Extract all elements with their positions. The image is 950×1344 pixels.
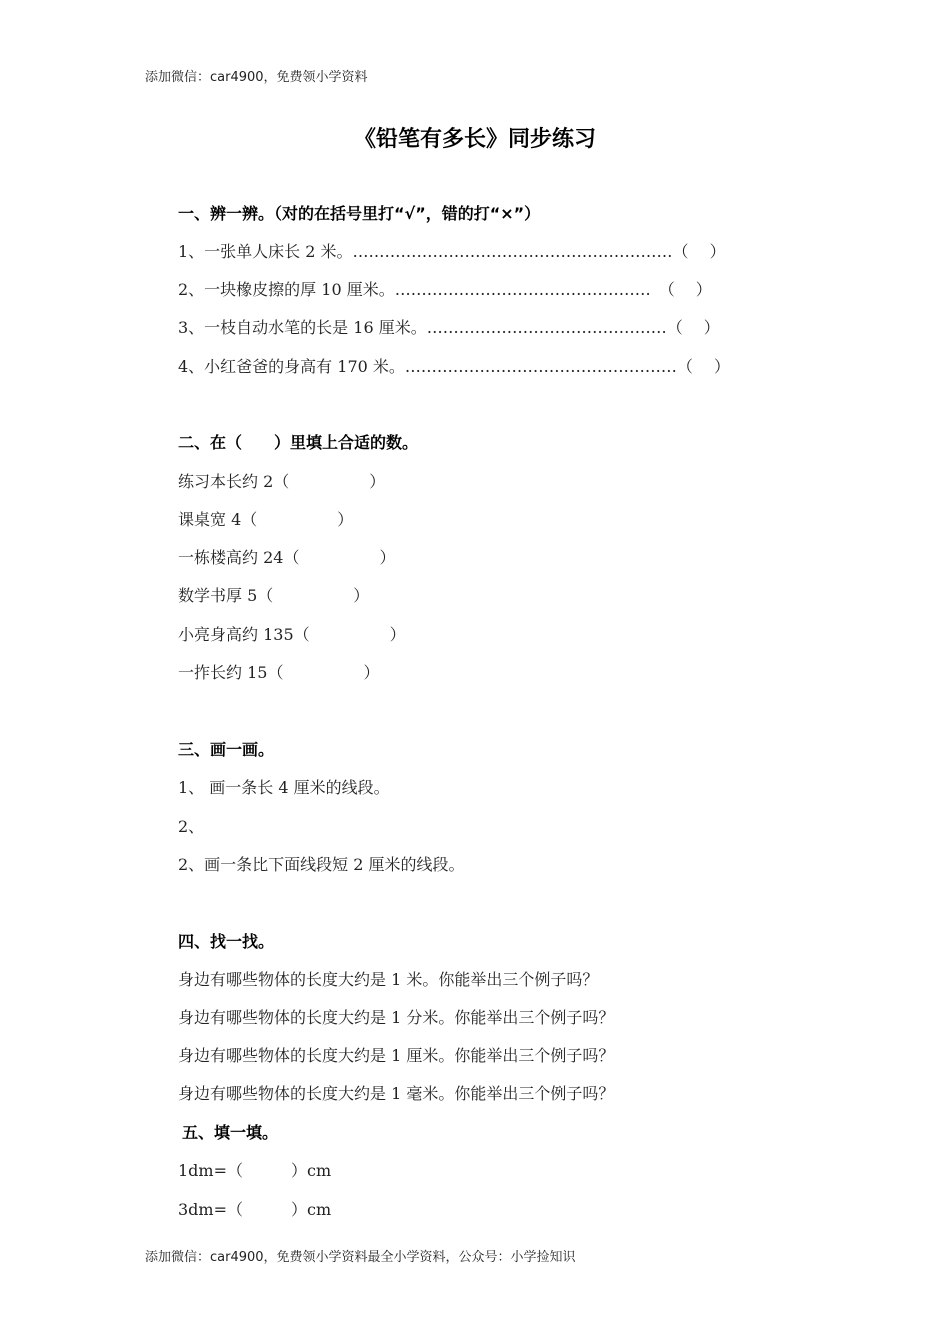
page-header: 添加微信：car4900，免费领小学资料 — [145, 70, 368, 85]
section-4-heading: 四、找一找。 — [178, 932, 275, 951]
fill-item-3: 一栋楼高约 24（ ） — [178, 548, 396, 567]
judge-item-4: 4、小红爸爸的身高有 170 米。……………………………………………（ ） — [178, 357, 730, 376]
section-3-heading: 三、画一画。 — [178, 740, 275, 759]
draw-item-2: 2、 — [178, 817, 205, 836]
judge-item-3: 3、一枝自动水笔的长是 16 厘米。………………………………………（ ） — [178, 318, 720, 337]
judge-item-2: 2、一块橡皮擦的厚 10 厘米。………………………………………… （ ） — [178, 280, 712, 299]
section-5-heading: 五、填一填。 — [182, 1123, 279, 1142]
section-2-heading: 二、在（ ）里填上合适的数。 — [178, 433, 419, 452]
fill-item-1: 练习本长约 2（ ） — [178, 472, 386, 491]
page-footer: 添加微信：car4900，免费领小学资料最全小学资料，公众号：小学捡知识 — [145, 1250, 576, 1265]
find-item-1: 身边有哪些物体的长度大约是 1 米。你能举出三个例子吗？ — [178, 970, 599, 989]
fill-item-5: 小亮身高约 135（ ） — [178, 625, 406, 644]
fill-item-2: 课桌宽 4（ ） — [178, 510, 354, 529]
convert-item-2: 3dm=（ ）cm — [178, 1200, 332, 1219]
draw-item-3: 2、画一条比下面线段短 2 厘米的线段。 — [178, 855, 465, 874]
convert-item-1: 1dm=（ ）cm — [178, 1161, 332, 1180]
fill-item-6: 一拃长约 15（ ） — [178, 663, 380, 682]
find-item-2: 身边有哪些物体的长度大约是 1 分米。你能举出三个例子吗？ — [178, 1008, 615, 1027]
find-item-4: 身边有哪些物体的长度大约是 1 毫米。你能举出三个例子吗？ — [178, 1084, 615, 1103]
draw-item-1: 1、 画一条长 4 厘米的线段。 — [178, 778, 390, 797]
judge-item-1: 1、一张单人床长 2 米。……………………………………………………（ ） — [178, 242, 726, 261]
page-title: 《铅笔有多长》同步练习 — [353, 127, 596, 152]
section-1-heading: 一、辨一辨。（对的在括号里打“√”，错的打“×”） — [178, 204, 541, 223]
find-item-3: 身边有哪些物体的长度大约是 1 厘米。你能举出三个例子吗？ — [178, 1046, 615, 1065]
fill-item-4: 数学书厚 5（ ） — [178, 586, 370, 605]
